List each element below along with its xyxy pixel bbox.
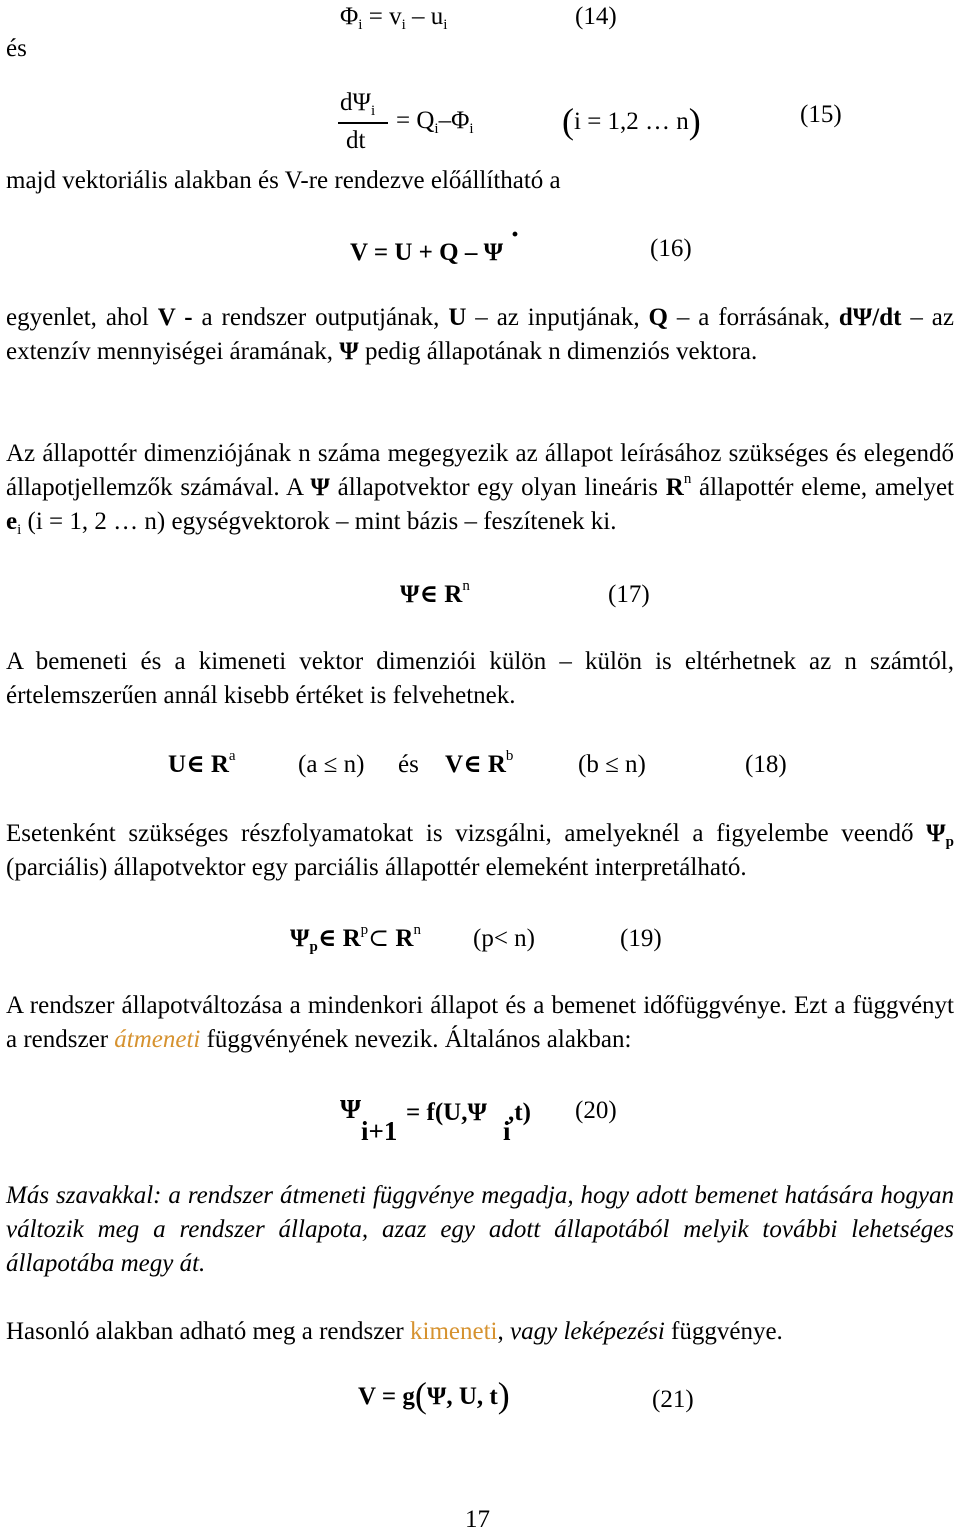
eq18-es: és xyxy=(398,751,419,778)
highlight-atmeneti: átmeneti xyxy=(114,1026,201,1053)
paragraph-transition: A rendszer állapotváltozása a mindenkori állapot és a bemenet időfüggvénye. Ezt a függvényt a rendszer átmeneti függvényének nevezik. Általános alakban: xyxy=(6,992,954,1053)
equation-16: V = U + Q – Ψ xyxy=(350,239,504,266)
equation-number-19: (19) xyxy=(620,925,662,952)
paragraph-definitions: egyenlet, ahol V - a rendszer outputjának, U – az inputjának, Q – a forrásának, dΨ/dt – az extenzív mennyiségei áramának, Ψ pedig állapotának n dimenziós vektora. xyxy=(6,304,954,365)
label-es: és xyxy=(6,35,27,62)
equation-number-14: (14) xyxy=(575,3,617,30)
equation-20: Ψ xyxy=(340,1094,362,1124)
eq20-tail: ,t) xyxy=(508,1099,531,1126)
paragraph-io-dimensions: A bemeneti és a kimeneti vektor dimenziói külön – külön is eltérhetnek az n számtól, értelemszerűen annál kisebb értéket is felvehetnek. xyxy=(6,648,954,709)
paragraph-state-space: Az állapottér dimenziójának n száma megegyezik az állapot leírásához szükséges és elegendő állapotjellemzők számával. A Ψ állapotvektor egy olyan lineáris $R^n$ állapottér eleme, amelyet $e_i$ (i = 1, 2 … n) egységvektorok – mint bázis – feszítenek ki. xyxy=(6,440,955,538)
eq20-sub2: i xyxy=(503,1116,511,1146)
eq18-cond-b: (b ≤ n) xyxy=(578,751,646,778)
equation-number-18: (18) xyxy=(745,751,787,778)
eq16-dot-accent: · xyxy=(510,218,521,251)
equation-17: Ψ∈ $R^n$ xyxy=(400,578,470,608)
page-number: 17 xyxy=(465,1506,490,1533)
equation-21: V = g(Ψ, U, t) xyxy=(358,1375,510,1415)
equation-number-15: (15) xyxy=(800,101,842,128)
paragraph-partial: Esetenként szükséges részfolyamatokat is vizsgálni, amelyeknél a figyelembe veendő $\Psi_p$ (parciális) állapotvektor egy parciális állapottér elemeként interpretálható. xyxy=(6,820,954,881)
eq15-index-range: (i = 1,2 … n) xyxy=(562,101,701,141)
equation-19: $\Psi_p\in$ $R^p\subset$ $R^n$ xyxy=(290,922,421,955)
text-after-15: majd vektoriális alakban és V-re rendezve előállítható a xyxy=(6,167,561,194)
eq20-rhs: = f(U,Ψ xyxy=(406,1099,487,1126)
eq15-rhs: = $Q_i-\Phi_i$ xyxy=(396,107,474,137)
equation-14: $\Phi_i = v_i - u_i$ xyxy=(340,3,448,33)
eq15-denominator: dt xyxy=(346,127,366,154)
equation-number-16: (16) xyxy=(650,235,692,262)
paragraph-output-function: Hasonló alakban adható meg a rendszer kimeneti, vagy leképezési függvénye. xyxy=(6,1318,783,1345)
eq15-numerator: $d\Psi_i$ xyxy=(340,89,376,119)
highlight-kimeneti: kimeneti xyxy=(410,1318,498,1345)
equation-number-21: (21) xyxy=(652,1386,694,1413)
eq18-cond-a: (a ≤ n) xyxy=(298,751,365,778)
eq18-v: V∈ $R^b$ xyxy=(445,748,514,778)
paragraph-in-other-words: Más szavakkal: a rendszer átmeneti függvénye megadja, hogy adott bemenet hatására hogyan változik meg a rendszer állapota, azaz egy adott állapotából melyik további lehetséges állapotába megy át. xyxy=(6,1182,954,1277)
equation-18: U∈ $R^a$ xyxy=(168,748,236,778)
eq20-sub1: i+1 xyxy=(361,1116,398,1146)
eq19-cond: (p< n) xyxy=(473,925,535,952)
equation-number-20: (20) xyxy=(575,1097,617,1124)
equation-number-17: (17) xyxy=(608,581,650,608)
